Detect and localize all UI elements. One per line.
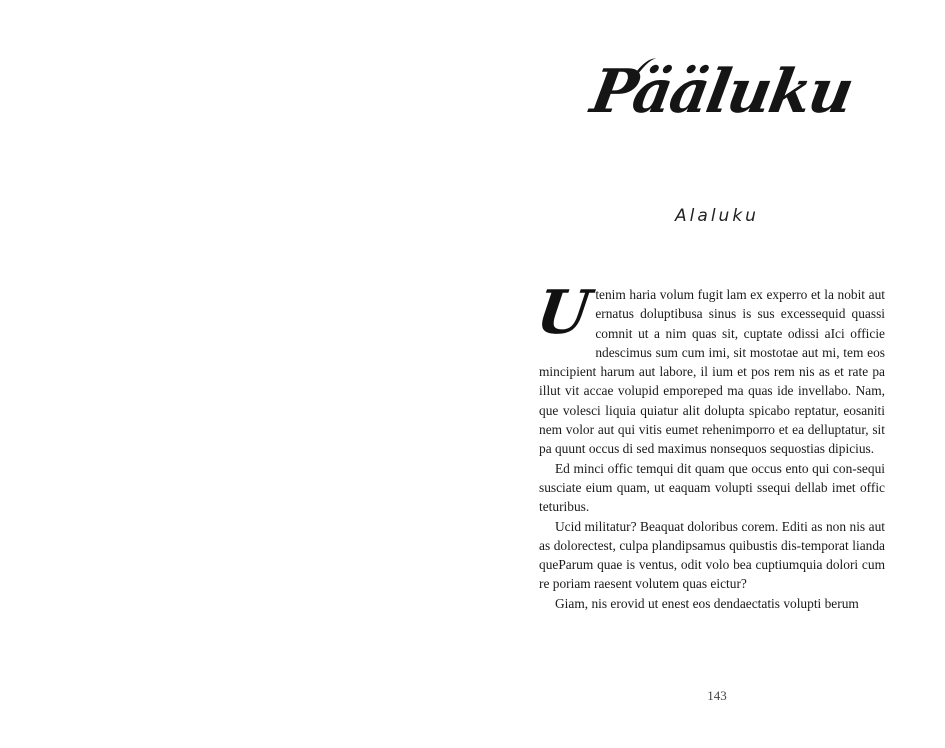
paragraph-1 xyxy=(532,278,885,459)
chapter-subtitle: Alaluku xyxy=(675,206,759,226)
page-number: 143 xyxy=(707,688,727,703)
body-text xyxy=(532,278,885,613)
right-page xyxy=(472,0,945,748)
paragraph-1-text: tenim haria volum fugit lam ex experro et la nobit aut ernatus doluptibusa sinus is sus excessequid quassi comnit ut a nim quas sit, cuptate odissi aIci officie ndescimus sum cum imi, sit mostotae aut mi, tem eos mincipient harum aut labore, il ium et pos rem nis as et rate pa illut vit accae volupid emporeped ma quas ide invellabo. Nam, que volesci liquia quiatur alit dolupta spicabo reptatur, eosaniti nem volor aut qui vitis eumet rehenimporro et ea delluptatur, sit pa quunt occus di sed maximus nonsequos sequostias dipicius. xyxy=(539,287,885,457)
left-page-blank xyxy=(0,0,472,748)
paragraph-3: Ucid militatur? Beaquat doloribus corem. Editi as non nis aut as dolorectest, culpa plandipsamus quibustis dis-temporat lianda queParum quae is ventus, odit volo bea cuptiumquia dolori cum re poriam raesent volutem quas eictur? xyxy=(539,518,885,592)
paragraph-4: Giam, nis erovid ut enest eos dendaectatis volupti berum xyxy=(555,595,859,611)
chapter-title-text: Pääluku xyxy=(585,57,858,127)
chapter-title xyxy=(585,57,858,127)
drop-cap: U xyxy=(532,278,595,348)
paragraph-2: Ed minci offic temqui dit quam que occus ento qui con-sequi susciate eium quam, ut eaquam volupti ssequi dellab imet offic teturibus. xyxy=(539,460,885,515)
